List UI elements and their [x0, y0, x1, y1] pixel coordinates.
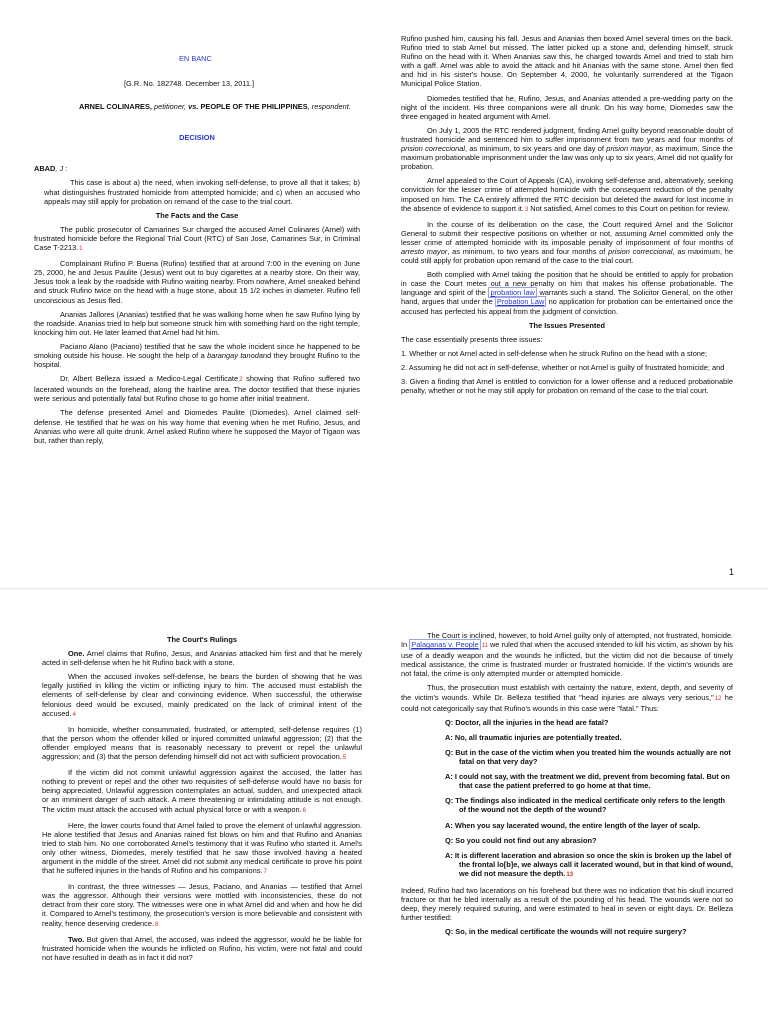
case-number: [G.R. No. 182748. December 13, 2011.] — [124, 79, 255, 89]
footnote-link[interactable]: 1 — [79, 246, 83, 253]
r3-emphasis-2: prision mayor — [606, 144, 651, 154]
rulings-paragraph-5 — [42, 821, 362, 878]
right-paragraph-2: Diomedes testified that he, Rufino, Jesus, and Ananias attended a pre-wedding party on the night of the incident. His three companions were all drunk. On his way home, Diomedes saw the three engaged in heated argument with Arnel. — [401, 93, 733, 121]
r4-text-end: Not satisfied, Arnel comes to this Court on petition for review. — [528, 203, 730, 213]
page-number: 1 — [728, 567, 734, 577]
facts-paragraph-4 — [34, 342, 360, 369]
l6-text: In contrast, the three witnesses — Jesus, Paciano, and Ananias — testified that Arnel was the aggressor. Although their versions were mottled with inconsistencies, these do not detract from their core story. The witnesses were one in what Arnel did and when and how he did it. Compared to Arnel's testimony, the prosecution's version is more believable and consistent with reality, hence deserving credence. — [42, 882, 362, 928]
facts-heading: The Facts and the Case — [155, 210, 239, 220]
l4-text: If the victim did not commit unlawful aggression against the accused, the latter has nothing to prevent or repel and the other two requisites of self-defense would have no basis for being appreciated. Unlawful aggression contemplates an actual, sudden, and unexpected attack or an imminent danger of such attack. A mere threatening or intimidating attitude is not enough. The victim must attack the accused with actual physical force or with a weapon. — [42, 768, 362, 814]
petitioner-name: ARNEL COLINARES, — [79, 102, 152, 112]
ponente — [34, 164, 360, 173]
court-division: EN BANC — [179, 54, 212, 63]
testimony-line: Q: Doctor, all the injuries in the head are fatal? — [445, 717, 609, 727]
rulings-paragraph-7 — [42, 935, 362, 962]
l3-text: In homicide, whether consummated, frustrated, or attempted, self-defense requires (1) that the person whom the offender killed or injured committed unlawful aggression; (2) that the offender employed means that is reasonably necessary to prevent or repel the unlawful aggression; and (3) that the person defending himself did not act with sufficient provocation. — [42, 724, 362, 762]
r5-text-2: , as minimum, to two years and four months of — [447, 246, 609, 256]
page2-right-column — [401, 631, 733, 942]
r5-emphasis-2: prision correccional — [608, 246, 673, 256]
r5-emphasis-1: arresto mayor — [401, 246, 448, 256]
page2-right-paragraph-2 — [401, 683, 733, 712]
right-paragraph-5 — [401, 220, 733, 265]
footnote-link[interactable]: 12 — [714, 695, 722, 702]
facts-paragraph-3: Ananias Jallores (Ananias) testified that he was walking home when he saw Rufino lying by the roadside. Ananias tried to help but someone struck him with something hard on the right temple, knocking him out. He later learned that Arnel had hit him. — [34, 309, 360, 337]
testimony-line — [445, 851, 733, 880]
footnote-link[interactable]: 2 — [239, 377, 243, 384]
palaganas-case-link[interactable]: Palaganas v. People — [411, 640, 479, 650]
testimony-line: Q: So, in the medical certificate the wounds will not require surgery? — [445, 927, 687, 937]
l2-text: When the accused invokes self-defense, he bears the burden of showing that he was legally justified in killing the victim or inflicting injury to him. The accused must establish the elements of self-defense by clear and convincing evidence. When successful, the otherwise felonious deed would be excused, mainly predicated on the lack of criminal intent of the accused. — [42, 672, 362, 718]
point-one-label: One. — [68, 649, 85, 659]
r6-text-2: warrants such a stand. The Solicitor General, on the other hand, argues that under the — [401, 288, 733, 307]
p2r2-text: Thus, the prosecution must establish with certainty the nature, extent, depth, and severity of the victim's wounds. While Dr. Belleza testified that "head injuries are always very serious," — [401, 683, 733, 702]
rulings-paragraph-3 — [42, 725, 362, 763]
l7-text: But given that Arnel, the accused, was indeed the aggressor, would he be liable for frustrated homicide when the wounds he inflicted on Rufino, his victim, were not fatal and could not have resulted in death as in fact it did not? — [42, 934, 362, 962]
testimony-line: Q: The findings also indicated in the medical certificate only refers to the length of the wound not the depth of the wound? — [445, 796, 726, 815]
rulings-paragraph-4 — [42, 768, 362, 815]
r3-text: On July 1, 2005 the RTC rendered judgment, finding Arnel guilty beyond reasonable doubt of frustrated homicide and sentenced him to suffer imprisonment from two years and four months of — [401, 125, 733, 144]
page2-right-paragraph-1 — [401, 631, 733, 678]
facts-5-text: Dr. Albert Belleza issued a Medico-Legal Certificate — [60, 374, 239, 384]
facts-1-text: The public prosecutor of Camarines Sur charged the accused Arnel Colinares (Arnel) with frustrated homicide before the Regional Trial Court (RTC) of San Jose, Camarines Sur, in Criminal Case T-2213. — [34, 224, 360, 253]
testimony-line: Q: So you could not find out any abrasion? — [445, 835, 597, 845]
issues-heading: The Issues Presented — [529, 320, 605, 330]
intro-paragraph: This case is about a) the need, when invoking self-defense, to prove all that it takes; b) what distinguishes frustrated homicide from attempted homicide; and c) when an accused who appeals may still apply for probation on remand of the case to the trial court. — [44, 178, 360, 206]
facts-4-text: Paciano Alano (Paciano) testified that he saw the whole incident since he happened to be smoking outside his house. He sought the help of a — [34, 341, 360, 360]
right-paragraph-4 — [401, 176, 733, 214]
page2-right-paragraph-3: Indeed, Rufino had two lacerations on his forehead but there was no indication that his skull incurred fracture or that he bled internally as a result of the pounding of his head. The wounds were not so deep, they merely required suturing, and were estimated to heal in seven or eight days. Dr. Belleza further testified: — [401, 885, 733, 923]
p2r2-text-end: he could not categorically say that Rufino's wounds in this case were "fatal." Thus: — [401, 692, 733, 713]
page2-left-column — [42, 631, 362, 967]
footnote-link[interactable]: 13 — [566, 871, 574, 878]
testimony-line: A: No, all traumatic injuries are potentially treated. — [445, 732, 622, 742]
probation-law-link[interactable]: probation law — [490, 288, 535, 298]
document-page-2 — [0, 588, 768, 1025]
footnote-link[interactable]: 4 — [72, 711, 76, 718]
right-paragraph-3 — [401, 126, 733, 171]
footnote-link[interactable]: 11 — [481, 643, 488, 650]
rulings-paragraph-6 — [42, 882, 362, 929]
facts-paragraph-6: The defense presented Arnel and Diomedes Paulite (Diomedes). Arnel claimed self-defense. He testified that he was on his way home that evening when he met Rufino, Jesus, and Ananias who were all quite drunk. Arnel asked Rufino where he supposed the Mayor of Tigaon was but, rather than reply, — [34, 408, 360, 445]
testimony-line: A: When you say lacerated wound, the entire length of the layer of scalp. — [445, 820, 701, 830]
rulings-heading: The Court's Rulings — [167, 635, 237, 644]
l1-text: Arnel claims that Rufino, Jesus, and Ananias attacked him first and that he merely acted in self-defense when he hit Rufino back with a stone. — [42, 649, 362, 668]
issue-3: 3. Given a finding that Arnel is entitled to conviction for a lower offense and a reduced probationable penalty, whether or not he may still apply for probation on remand of the case to the trial court. — [401, 377, 733, 396]
probation-law-link-2[interactable]: Probation Law — [496, 297, 545, 307]
ponente-name: ABAD — [34, 164, 56, 174]
ponente-colon: : — [63, 164, 68, 174]
r4-text: Arnel appealed to the Court of Appeals (CA), invoking self-defense and, alternatively, seeking conviction for the lesser crime of attempted homicide with the consequent reduction of the penalty imposed on him. The CA entirely affirmed the RTC decision but deleted the award for lost income in the absence of evidence to support it. — [401, 176, 733, 213]
r5-text: In the course of its deliberation on the case, the Court required Arnel and the Solicitor General to submit their respective positions on whether or not, assuming Arnel committed only the lesser crime of attempted homicide with its imposable penalty of imprisonment of four months of — [401, 219, 733, 247]
case-parties — [79, 102, 360, 111]
p2r1-text-end: we ruled that when the accused intended to kill his victim, as shown by his use of a deadly weapon and the wounds he inflicted, but the victim did not die because of timely medical assistance, the crime is frustrated murder or frustrated homicide. If the victim's wounds are not fatal, the crime is only attempted murder or attempted homicide. — [401, 640, 733, 679]
respondent-role: , respondent. — [307, 102, 351, 112]
footnote-link[interactable]: 5 — [342, 755, 347, 762]
footnote-link[interactable]: 3 — [524, 206, 529, 213]
r6-text-3: no application for probation can be entertained once the accused has perfected his appeal from the judgment of conviction. — [401, 297, 733, 316]
right-paragraph-1: Rufino pushed him, causing his fall. Jesus and Ananias then boxed Arnel several times on the back. Rufino tried to stab Arnel but missed. The latter picked up a stone and, defending himself, struck Rufino on the head with it. When Ananias saw this, he charged towards Arnel and tried to stab him with a gaff. Arnel was able to avoid the attack and hit Ananias with the same stone. Arnel then fled and hid in his sister's house. On September 4, 2000, he voluntarily surrendered at the Tigaon Municipal Police Station. — [401, 34, 733, 89]
testimony-line: Q: But in the case of the victim when you treated him the wounds actually are not fatal on that very day? — [445, 747, 731, 767]
point-two-label: Two. — [68, 934, 85, 944]
footnote-link[interactable]: 8 — [155, 921, 159, 928]
versus: vs. — [188, 102, 199, 112]
footnote-link[interactable]: 6 — [302, 807, 306, 814]
rulings-paragraph-2 — [42, 672, 362, 719]
testimony-text: A: It is different laceration and abrasion so once the skin is broken up the label of the frontal lo[b]e, we always call it lacerated wound, but in that kind of wound, we did not measure the depth. — [445, 850, 733, 878]
r3-text-2: , as minimum, to six years and one day of — [464, 144, 607, 154]
decision-heading: DECISION — [179, 133, 215, 143]
respondent-name: PEOPLE OF THE PHILIPPINES — [198, 102, 308, 112]
issue-2: 2. Assuming he did not act in self-defense, whether or not Arnel is guilty of frustrated homicide; and — [401, 362, 725, 372]
facts-paragraph-2: Complainant Rufino P. Buena (Rufino) testified that at around 7:00 in the evening on June 25, 2000, he and Jesus Paulite (Jesus) went out to buy cigarettes at a nearby store. On their way, Jesus took a leak by the roadside with Rufino waiting nearby. From nowhere, Arnel sneaked behind and struck Rufino twice on the head with a huge stone, about 15 1/2 inches in diameter. Rufino fell unconscious as Jesus fled. — [34, 259, 360, 305]
p2r1-text: The Court is inclined, however, to hold Arnel guilty only of attempted, not frustrated, homicide. In — [401, 631, 733, 650]
facts-4-emphasis: barangay tanod — [207, 350, 259, 360]
petitioner-role: petitioner, — [151, 102, 189, 112]
l5-text: Here, the lower courts found that Arnel failed to prove the element of unlawful aggression. He alone testified that Jesus and Ananias rained fist blows on him and that Rufino and Ananias tried to stab him. No one corroborated Arnel's testimony that it was Rufino who started it. Arnel's only other witness, Diomedes, merely testified that he saw those involved having a heated argument in the middle of the street. Arnel did not submit any medical certificate to prove his point that he suffered injuries in the hands of Rufino and his companions. — [42, 820, 362, 876]
r3-text-3: , as maximum. Since the maximum probationable imprisonment under the law was only up to six years, Arnel did not qualify for probation. — [401, 144, 734, 172]
r3-emphasis-1: prision correccional — [401, 144, 465, 154]
page1-left-column — [34, 54, 360, 450]
ponente-title: , J — [55, 164, 64, 174]
footnote-link[interactable]: 7 — [263, 869, 267, 876]
facts-4-text-end: and they brought Rufino to the hospital. — [34, 350, 360, 370]
r5-text-3: , as maximum, he could still apply for probation upon remand of the case to the trial court. — [401, 246, 733, 266]
issue-1: 1. Whether or not Arnel acted in self-defense when he struck Rufino on the head with a stone; — [401, 348, 708, 358]
r6-text: Both complied with Arnel taking the position that he should be entitled to apply for probation in case the Court metes out a new penalty on him that makes his offense probationable. The language and spirit of the — [401, 270, 733, 298]
facts-5-text-end: showing that Rufino suffered two lacerated wounds on the forehead, along the hairline area. The doctor testified that these injuries were serious and potentially fatal but Rufino chose to go home after initial treatment. — [34, 374, 361, 404]
rulings-paragraph-1 — [42, 649, 362, 667]
issues-intro: The case essentially presents three issues: — [401, 334, 543, 344]
facts-paragraph-1 — [34, 225, 360, 254]
page1-right-column — [401, 34, 733, 400]
testimony-line: A: I could not say, with the treatment we did, prevent from becoming fatal. But on that case the patient preferred to go home at that time. — [445, 772, 730, 791]
facts-paragraph-5 — [34, 374, 360, 403]
right-paragraph-6 — [401, 270, 733, 315]
